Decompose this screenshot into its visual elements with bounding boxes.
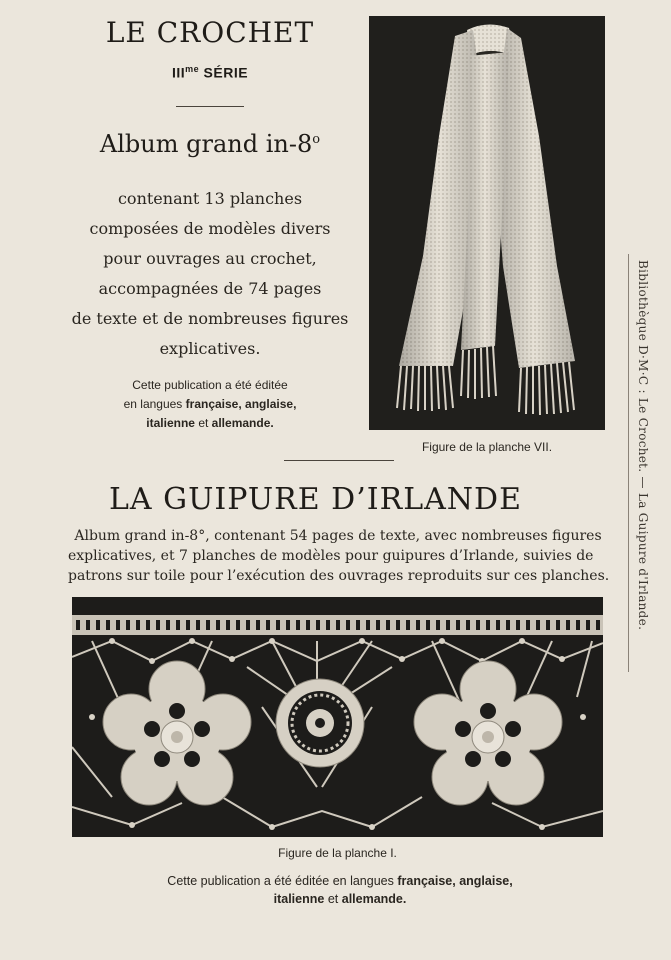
lang-italian: italienne <box>146 416 195 430</box>
series-word: SÉRIE <box>203 64 249 81</box>
crochet-publication-note <box>70 376 350 433</box>
scarf-illustration <box>369 16 605 430</box>
pub2-line2 <box>70 890 610 908</box>
pub2-et: et <box>327 892 339 906</box>
album-format <box>60 130 360 158</box>
pub2-intro: Cette publication a été éditée en langues <box>167 874 394 888</box>
scarf-photo <box>369 16 605 430</box>
guipure-description <box>68 526 608 586</box>
description-line: composées de modèles divers <box>89 219 331 238</box>
pub-et: et <box>198 416 209 430</box>
description-line: pour ouvrages au crochet, <box>103 249 317 268</box>
lang-english: anglaise, <box>459 874 513 888</box>
pub-langs-prefix: en langues <box>123 397 183 411</box>
pub-langs-line2 <box>70 414 350 433</box>
album-format-sup: o <box>312 132 321 147</box>
album-format-text: Album grand in-8 <box>99 130 313 158</box>
guipure-title-text: LA GUIPURE D’IRLANDE <box>108 482 522 517</box>
divider <box>176 106 244 107</box>
side-running-title: Bibliothèque D·M·C : Le Crochet. — La Guipure d'Irlande. <box>636 260 650 631</box>
description-line: accompagnées de 74 pages <box>98 279 322 298</box>
lang-french: française, <box>185 397 242 411</box>
divider <box>284 460 394 461</box>
pub-intro: Cette publication a été éditée <box>132 378 288 392</box>
guipure-title <box>0 482 671 517</box>
lang-german: allemande. <box>211 416 274 430</box>
lace-caption: Figure de la planche I. <box>278 846 397 860</box>
lang-french: française, <box>397 874 456 888</box>
series-roman: III <box>171 64 186 81</box>
lang-german: allemande. <box>341 892 407 906</box>
description-line: explicatives. <box>159 339 261 358</box>
lang-english: anglaise, <box>245 397 297 411</box>
crochet-title: LE CROCHET <box>105 16 315 49</box>
lace-photo <box>72 597 603 837</box>
crochet-description <box>60 184 360 364</box>
pub2-line1 <box>70 872 610 890</box>
scarf-caption: Figure de la planche VII. <box>421 440 553 454</box>
description-line: contenant 13 planches <box>117 189 303 208</box>
description-line: de texte et de nombreuses figures <box>71 309 349 328</box>
series-label <box>60 64 360 81</box>
description-line: patrons sur toile pour l’exécution des ouvrages reproduits sur ces planches. <box>68 568 610 584</box>
lace-illustration <box>72 597 603 837</box>
side-rule <box>628 254 629 672</box>
description-line: explicatives, et 7 planches de modèles pour guipures d’Irlande, suivies de <box>68 548 594 564</box>
pub-langs-line1 <box>70 395 350 414</box>
guipure-publication-note <box>70 872 610 908</box>
lang-italian: italienne <box>273 892 325 906</box>
series-superscript: me <box>185 64 200 74</box>
description-line: Album grand in-8°, contenant 54 pages de texte, avec nombreuses figures <box>74 528 602 544</box>
